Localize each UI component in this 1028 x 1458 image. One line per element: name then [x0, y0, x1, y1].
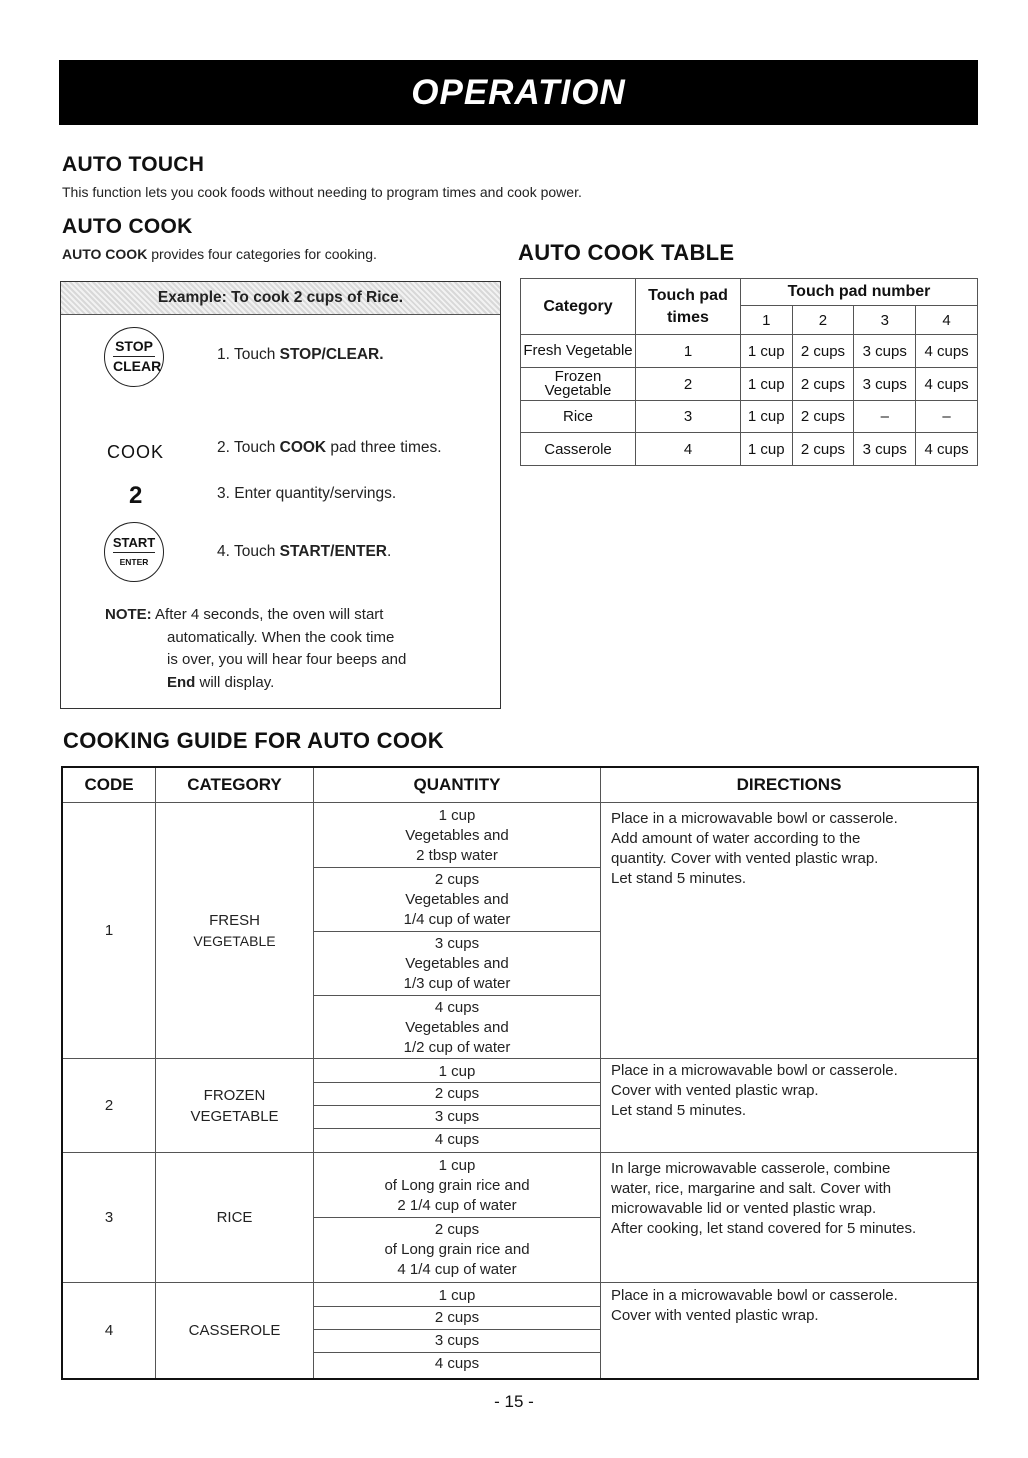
guide-code: 3: [62, 1153, 156, 1283]
guide-category-line: FRESH: [209, 911, 260, 929]
act-cell: 1 cup: [741, 433, 793, 466]
guide-row: [62, 1283, 978, 1379]
quantity-line: Vegetables and: [405, 891, 509, 908]
act-col-2: 2: [792, 306, 854, 335]
act-cell: –: [854, 401, 916, 433]
act-cell: 1 cup: [741, 335, 793, 368]
act-cell: 3 cups: [854, 368, 916, 401]
page-banner: OPERATION: [59, 60, 978, 125]
note-line-3: is over, you will hear four beeps and: [167, 651, 407, 668]
direction-line: Cover with vented plastic wrap.: [611, 1082, 819, 1099]
guide-header-category: CATEGORY: [156, 767, 314, 803]
guide-header-code: CODE: [62, 767, 156, 803]
act-col-4: 4: [916, 306, 978, 335]
auto-cook-heading: AUTO COOK: [62, 215, 193, 238]
act-cell: 2 cups: [792, 368, 854, 401]
quantity-line: 2 cups: [434, 1221, 480, 1238]
note-end-word: End: [167, 673, 196, 691]
act-row-category: Fresh Vegetable: [521, 335, 636, 368]
step-2: [217, 439, 442, 457]
auto-cook-intro: [62, 246, 377, 262]
step-3: 3. Enter quantity/servings.: [217, 485, 397, 502]
direction-line: quantity. Cover with vented plastic wrap.: [611, 850, 879, 867]
page-number: - 15 -: [494, 1392, 534, 1411]
act-row-times: 1: [636, 335, 741, 368]
guide-directions: [601, 1059, 979, 1153]
step-2-pre: 2. Touch: [217, 439, 280, 456]
note-line-2: automatically. When the cook time: [167, 628, 395, 646]
guide-category: [156, 803, 314, 1059]
guide-directions: [601, 1283, 979, 1379]
cook-pad-label: COOK: [107, 442, 165, 462]
quantity-item: 1 cup: [438, 1287, 476, 1304]
act-row: [521, 401, 978, 433]
direction-line: Cover with vented plastic wrap.: [611, 1307, 819, 1324]
guide-code: 2: [62, 1059, 156, 1153]
direction-line: Let stand 5 minutes.: [611, 1102, 747, 1119]
act-cell: 2 cups: [792, 401, 854, 433]
guide-quantity-cell: [314, 1283, 601, 1379]
quantity-item: 2 cups: [314, 1082, 600, 1105]
quantity-line: Vegetables and: [405, 1019, 509, 1036]
step-4-post: .: [386, 543, 392, 560]
act-cell: 4 cups: [916, 335, 978, 368]
act-header-times: Touch pad times: [636, 279, 741, 335]
note-label: NOTE:: [105, 606, 152, 623]
quantity-item: [314, 995, 600, 1058]
act-row-category: Casserole: [521, 433, 636, 466]
quantity-item: 4 cups: [314, 1352, 600, 1375]
quantity-line: 1 cup: [438, 1157, 476, 1174]
step-4-bold: START/ENTER: [279, 543, 387, 560]
act-row-category: Frozen Vegetable: [521, 368, 636, 401]
act-row-category: Rice: [521, 401, 636, 433]
quantity-item: 3 cups: [314, 1105, 600, 1128]
guide-code: 4: [62, 1283, 156, 1379]
act-cell: 1 cup: [741, 401, 793, 433]
act-row: [521, 433, 978, 466]
cooking-guide-table: [61, 766, 979, 1380]
stop-icon-label: STOP: [115, 338, 153, 354]
note-line-4: will display.: [195, 673, 275, 691]
start-icon-label: START: [112, 535, 156, 550]
quantity-item: 4 cups: [314, 1128, 600, 1151]
step-2-bold: COOK: [279, 439, 327, 456]
guide-category-line: VEGETABLE: [193, 932, 276, 949]
guide-header-quantity: QUANTITY: [314, 767, 601, 803]
number-pad-label: 2: [129, 482, 143, 509]
quantity-line: 2 tbsp water: [416, 847, 498, 864]
quantity-item: [314, 803, 600, 867]
example-note: [105, 604, 406, 694]
act-row-times: 3: [636, 401, 741, 433]
direction-line: Place in a microwavable bowl or casserole.: [611, 1062, 898, 1079]
quantity-line: of Long grain rice and: [384, 1177, 530, 1194]
auto-cook-intro-bold: AUTO COOK: [62, 246, 148, 262]
quantity-line: 1/4 cup of water: [403, 911, 511, 928]
direction-line: After cooking, let stand covered for 5 minutes.: [611, 1220, 917, 1237]
quantity-item: [314, 1217, 600, 1280]
act-cell: 3 cups: [854, 433, 916, 466]
quantity-item: [314, 1153, 600, 1217]
guide-quantity-cell: [314, 1059, 601, 1153]
guide-category: [156, 1059, 314, 1153]
stop-clear-icon: [104, 327, 164, 387]
direction-line: Add amount of water according to the: [611, 830, 861, 847]
guide-directions: [601, 1153, 979, 1283]
auto-cook-intro-rest: provides four categories for cooking.: [147, 246, 377, 262]
step-1: [217, 346, 384, 364]
auto-touch-text: This function lets you cook foods without needing to program times and cook power.: [62, 184, 582, 200]
act-col-3: 3: [854, 306, 916, 335]
auto-cook-table: [520, 278, 978, 466]
direction-line: In large microwavable casserole, combine: [611, 1160, 891, 1177]
guide-category-line: FROZEN: [203, 1086, 266, 1104]
example-box: [60, 281, 501, 709]
act-cell: 1 cup: [741, 368, 793, 401]
auto-cook-table-heading: AUTO COOK TABLE: [518, 240, 735, 265]
quantity-line: of Long grain rice and: [384, 1241, 530, 1258]
auto-touch-heading: AUTO TOUCH: [62, 153, 205, 176]
guide-header-directions: DIRECTIONS: [601, 767, 979, 803]
clear-icon-label: CLEAR: [113, 358, 162, 374]
cooking-guide-heading: COOKING GUIDE FOR AUTO COOK: [63, 728, 444, 753]
step-4-pre: 4. Touch: [217, 543, 280, 560]
quantity-line: 2 cups: [434, 871, 480, 888]
act-header-number: Touch pad number: [741, 279, 978, 306]
example-title: Example: To cook 2 cups of Rice.: [61, 282, 500, 315]
guide-code: 1: [62, 803, 156, 1059]
act-col-1: 1: [741, 306, 793, 335]
guide-quantity-cell: [314, 1153, 601, 1283]
quantity-line: 1/2 cup of water: [403, 1039, 511, 1056]
quantity-line: 4 1/4 cup of water: [397, 1261, 517, 1278]
quantity-line: 4 cups: [434, 999, 480, 1016]
direction-line: water, rice, margarine and salt. Cover with: [611, 1180, 892, 1197]
quantity-item: 3 cups: [314, 1329, 600, 1352]
guide-row: [62, 1153, 978, 1283]
step-4: [217, 543, 391, 561]
act-header-category: Category: [521, 279, 636, 335]
act-cell: 3 cups: [854, 335, 916, 368]
guide-category: RICE: [156, 1153, 314, 1283]
step-1-bold: STOP/CLEAR.: [279, 346, 384, 363]
quantity-item: [314, 867, 600, 931]
step-2-post: pad three times.: [326, 439, 442, 456]
quantity-item: [314, 931, 600, 995]
direction-line: microwavable lid or vented plastic wrap.: [611, 1200, 877, 1217]
quantity-item: 2 cups: [314, 1306, 600, 1329]
act-row-times: 2: [636, 368, 741, 401]
guide-row: [62, 803, 978, 1059]
act-cell: –: [916, 401, 978, 433]
enter-icon-label: ENTER: [113, 552, 155, 572]
quantity-line: 1 cup: [438, 807, 476, 824]
act-cell: 2 cups: [792, 335, 854, 368]
guide-category-line: VEGETABLE: [190, 1107, 279, 1125]
quantity-line: Vegetables and: [405, 955, 509, 972]
quantity-line: 1/3 cup of water: [403, 975, 511, 992]
quantity-line: 3 cups: [434, 935, 480, 952]
act-row: [521, 335, 978, 368]
quantity-line: Vegetables and: [405, 827, 509, 844]
guide-category: CASSEROLE: [156, 1283, 314, 1379]
direction-line: Let stand 5 minutes.: [611, 870, 747, 887]
guide-row: [62, 1059, 978, 1153]
act-cell: 2 cups: [792, 433, 854, 466]
quantity-item: 1 cup: [438, 1063, 476, 1080]
start-enter-icon: [104, 522, 164, 582]
quantity-line: 2 1/4 cup of water: [397, 1197, 517, 1214]
act-row-times: 4: [636, 433, 741, 466]
act-cell: 4 cups: [916, 368, 978, 401]
direction-line: Place in a microwavable bowl or casserole.: [611, 810, 898, 827]
act-row: [521, 368, 978, 401]
note-line-1: After 4 seconds, the oven will start: [155, 606, 384, 623]
guide-directions: [601, 803, 979, 1059]
step-1-pre: 1. Touch: [217, 346, 280, 363]
direction-line: Place in a microwavable bowl or casserole.: [611, 1287, 898, 1304]
act-cell: 4 cups: [916, 433, 978, 466]
guide-quantity-cell: [314, 803, 601, 1059]
